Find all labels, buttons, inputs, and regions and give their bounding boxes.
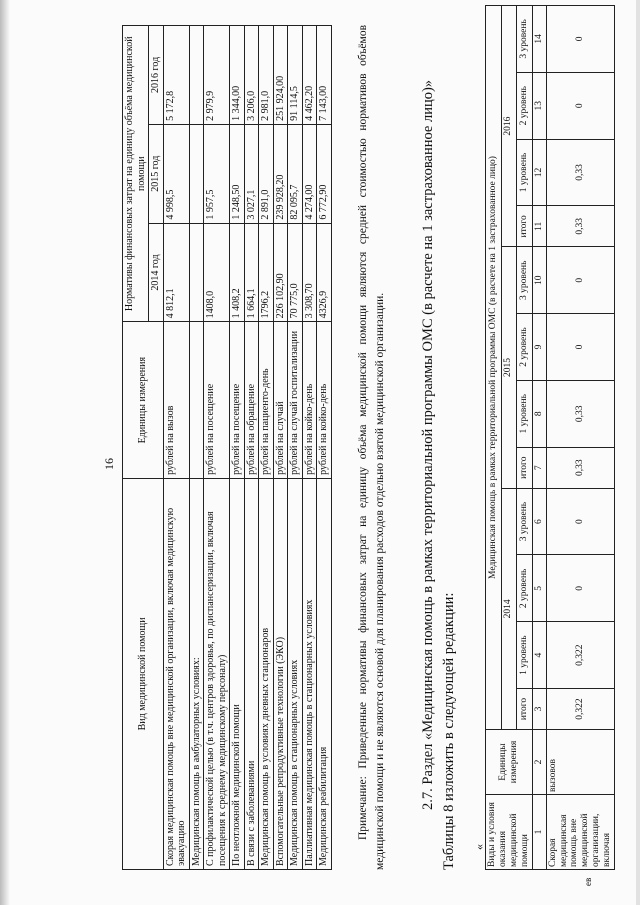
row-kind: С профилактической целью (в т.ч. центров здоровья, по диспансеризации, включая посещения к среднему медицинскому персоналу) <box>204 478 230 869</box>
t2-colnum: 7 <box>532 447 546 488</box>
row-value-2016: 91 114,5 <box>288 26 303 125</box>
t2-sub-level1: 1 уровень <box>517 622 533 689</box>
table-header-row <box>123 26 149 870</box>
t2-sub-level1: 1 уровень <box>517 139 533 206</box>
table2-data-row <box>546 6 615 870</box>
t2-header-group: Медицинская помощь в рамках территориальной программы ОМС (в расчете на 1 застрахованное лицо) <box>486 6 502 730</box>
header-year-2016: 2016 год <box>149 26 164 125</box>
row-kind: Медицинская помощь в амбулаторных условиях: <box>189 478 204 869</box>
t2-value: 0,33 <box>546 139 615 206</box>
row-value-2015: 4 274,00 <box>302 124 317 223</box>
scan-right-edge-shadow <box>636 0 640 905</box>
table-row <box>273 26 288 870</box>
row-unit <box>189 322 204 478</box>
t2-colnum: 5 <box>532 555 546 622</box>
row-value-2016: 1 344,00 <box>230 26 245 125</box>
row-value-2016: 2 981,0 <box>259 26 274 125</box>
row-kind: По неотложной медицинской помощи <box>230 478 245 869</box>
footer-mark: ев <box>583 877 593 886</box>
t2-colnum: 12 <box>532 139 546 206</box>
row-unit: рублей на случай <box>273 322 288 478</box>
t2-colnum: 3 <box>532 689 546 730</box>
scan-left-edge-shadow <box>0 0 10 905</box>
row-value-2014: 1796,2 <box>259 223 274 322</box>
t2-value: 0 <box>546 6 615 73</box>
row-value-2016: 251 924,00 <box>273 26 288 125</box>
t2-colnum: 13 <box>532 72 546 139</box>
row-kind: Медицинская реабилитация <box>317 478 332 869</box>
t2-value: 0 <box>546 488 615 555</box>
t2-colnum: 6 <box>532 488 546 555</box>
t2-value: 0,33 <box>546 206 615 247</box>
row-value-2015: 4 998,5 <box>163 124 189 223</box>
t2-value: 0,33 <box>546 380 615 447</box>
t2-year-2016: 2016 <box>501 6 517 247</box>
t2-colnum: 10 <box>532 247 546 314</box>
row-value-2016: 3 206,0 <box>244 26 259 125</box>
row-value-2015: 1 248,50 <box>230 124 245 223</box>
header-norms: Нормативы финансовых затрат на единицу объёма медицинской помощи <box>123 26 149 322</box>
row-value-2016: 5 172,8 <box>163 26 189 125</box>
row-value-2015: 239 928,20 <box>273 124 288 223</box>
row-value-2014: 4326,9 <box>317 223 332 322</box>
t2-sub-level3: 3 уровень <box>517 247 533 314</box>
row-value-2015: 3 027,1 <box>244 124 259 223</box>
t2-value: 0,322 <box>546 622 615 689</box>
table-row <box>259 26 274 870</box>
t2-value: 0 <box>546 555 615 622</box>
page-number: 16 <box>102 458 116 470</box>
opening-quote-mark: « <box>472 844 486 850</box>
t2-sub-level1: 1 уровень <box>517 380 533 447</box>
table-row <box>189 26 204 870</box>
table-row <box>317 26 332 870</box>
rotated-document-page <box>40 5 613 890</box>
t2-header-unit: Единицы измерения <box>486 730 533 795</box>
t2-sub-level2: 2 уровень <box>517 72 533 139</box>
t2-year-2014: 2014 <box>501 488 517 729</box>
t2-colnum: 8 <box>532 380 546 447</box>
row-value-2014: 226 102,90 <box>273 223 288 322</box>
table2-colnum-row <box>532 6 546 870</box>
row-unit: рублей на пациенто-день <box>259 322 274 478</box>
row-kind: Паллиативная медицинская помощь в стационарных условиях <box>302 478 317 869</box>
row-value-2016 <box>189 26 204 125</box>
note-paragraph: Примечание: Приведенные нормативы финансовых затрат на единицу объёма медицинской помощи являются средней стоимостью нормативов объёмов медицинской помощи и не являются основой для планирования расходов отдельно взятой медицинской организации. <box>357 25 386 870</box>
row-value-2016: 2 979,9 <box>204 26 230 125</box>
t2-colnum: 9 <box>532 314 546 381</box>
t2-sub-level3: 3 уровень <box>517 488 533 555</box>
t2-row-kind: Скорая медицинская помощь вне медицинской организации, включая <box>546 795 615 870</box>
t2-value: 0 <box>546 72 615 139</box>
row-unit: рублей на обращение <box>244 322 259 478</box>
table-row <box>230 26 245 870</box>
t2-header-kind: Виды и условия оказания медицинской помощи <box>486 795 533 870</box>
row-kind: Вспомогательные репродуктивные технологии (ЭКО) <box>273 478 288 869</box>
row-value-2014: 1408,0 <box>204 223 230 322</box>
t2-colnum: 1 <box>532 795 546 870</box>
t2-value: 0 <box>546 314 615 381</box>
row-value-2014 <box>189 223 204 322</box>
row-value-2016: 4 462,20 <box>302 26 317 125</box>
t2-colnum: 4 <box>532 622 546 689</box>
row-value-2014: 4 812,1 <box>163 223 189 322</box>
table-row <box>163 26 189 870</box>
row-unit: рублей на посещение <box>204 322 230 478</box>
t2-colnum: 14 <box>532 6 546 73</box>
t2-value: 0 <box>546 247 615 314</box>
t2-value: 0,322 <box>546 689 615 730</box>
t2-sub-level3: 3 уровень <box>517 6 533 73</box>
t2-sub-total: итого <box>517 689 533 730</box>
t2-sub-level2: 2 уровень <box>517 314 533 381</box>
row-kind: В связи с заболеваниями <box>244 478 259 869</box>
t2-sub-total: итого <box>517 206 533 247</box>
row-value-2014: 1 664,1 <box>244 223 259 322</box>
row-value-2015: 2 891,0 <box>259 124 274 223</box>
table2-header-row <box>486 6 502 870</box>
t2-colnum: 11 <box>532 206 546 247</box>
row-kind: Медицинская помощь в условиях дневных стационаров <box>259 478 274 869</box>
t2-sub-level2: 2 уровень <box>517 555 533 622</box>
oms-volume-table <box>485 5 615 870</box>
row-value-2014: 3 308,70 <box>302 223 317 322</box>
row-unit: рублей на случай госпитализации <box>288 322 303 478</box>
cost-norms-table <box>122 25 332 870</box>
t2-row-unit: вызовов <box>546 730 615 795</box>
header-kind: Вид медицинской помощи <box>123 478 164 869</box>
section-heading: 2.7. Раздел «Медицинская помощь в рамках территориальной программы ОМС (в расчете на 1 застрахованное лицо)» Таблицы 8 изложить в следующей редакции: <box>420 79 458 870</box>
row-value-2014: 1 408,2 <box>230 223 245 322</box>
table-row <box>244 26 259 870</box>
table-row <box>288 26 303 870</box>
header-unit: Единицы измерения <box>123 322 164 478</box>
row-value-2015: 6 772,90 <box>317 124 332 223</box>
row-value-2015: 82 095,7 <box>288 124 303 223</box>
row-unit: рублей на посещение <box>230 322 245 478</box>
t2-sub-total: итого <box>517 447 533 488</box>
row-value-2016: 7 143,00 <box>317 26 332 125</box>
t2-year-2015: 2015 <box>501 247 517 488</box>
t2-colnum: 2 <box>532 730 546 795</box>
row-value-2015 <box>189 124 204 223</box>
header-year-2015: 2015 год <box>149 124 164 223</box>
t2-value: 0,33 <box>546 447 615 488</box>
row-value-2014: 70 775,0 <box>288 223 303 322</box>
row-unit: рублей на вызов <box>163 322 189 478</box>
row-value-2015: 1 957,5 <box>204 124 230 223</box>
row-unit: рублей на койко-день <box>302 322 317 478</box>
table-row <box>204 26 230 870</box>
row-unit: рублей на койко-день <box>317 322 332 478</box>
header-year-2014: 2014 год <box>149 223 164 322</box>
row-kind: Медицинская помощь в стационарных условиях <box>288 478 303 869</box>
table-row <box>302 26 317 870</box>
row-kind: Скорая медицинская помощь вне медицинской организации, включая медицинскую эвакуацию <box>163 478 189 869</box>
